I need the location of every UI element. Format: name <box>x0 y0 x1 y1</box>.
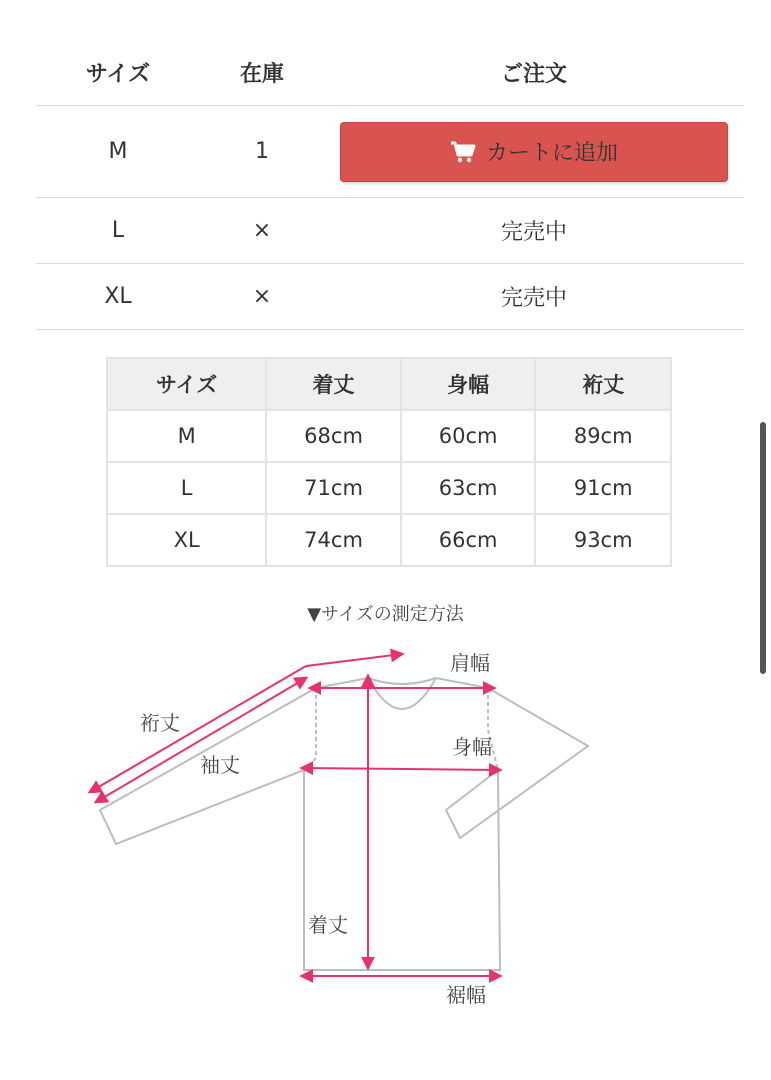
order-row-xl <box>36 264 744 330</box>
add-to-cart-label: カートに追加 <box>485 141 618 166</box>
yuki-line-top <box>306 654 402 666</box>
table-row <box>107 514 671 566</box>
size-chart-cell: M <box>107 410 266 462</box>
label-length: 着丈 <box>308 913 348 937</box>
order-row-m <box>36 106 744 198</box>
order-table-header <box>36 40 744 106</box>
table-row <box>107 462 671 514</box>
chest-line <box>302 768 500 770</box>
label-chest: 身幅 <box>452 735 492 759</box>
row-size: M <box>108 139 128 164</box>
size-chart-cell: 89cm <box>535 410 671 462</box>
label-shoulder: 肩幅 <box>450 651 490 675</box>
size-chart-cell: XL <box>107 514 266 566</box>
label-yuki: 裄丈 <box>140 711 180 735</box>
header-size: サイズ <box>85 62 151 87</box>
size-chart-cell: 91cm <box>535 462 671 514</box>
size-chart-cell: 74cm <box>266 514 401 566</box>
scrollbar[interactable] <box>760 422 766 674</box>
measurement-lines <box>90 654 500 976</box>
sold-out-status: 完売中 <box>500 286 567 311</box>
size-chart-cell: L <box>107 462 266 514</box>
size-chart-header: 身幅 <box>401 358 536 410</box>
header-order: ご注文 <box>500 62 567 87</box>
size-chart-header: 着丈 <box>266 358 401 410</box>
measurement-title: ▼サイズの測定方法 <box>307 604 464 625</box>
size-chart-cell: 63cm <box>401 462 536 514</box>
label-hem: 裾幅 <box>446 983 486 1007</box>
size-chart-header: サイズ <box>107 358 266 410</box>
header-stock: 在庫 <box>239 62 284 87</box>
size-chart-header-row <box>107 358 671 410</box>
size-chart-cell: 68cm <box>266 410 401 462</box>
order-table <box>36 40 744 330</box>
row-stock: × <box>252 284 272 309</box>
measurement-diagram <box>0 640 771 1020</box>
order-row-l <box>36 198 744 264</box>
yuki-line <box>90 666 306 792</box>
row-size: XL <box>104 284 132 309</box>
row-stock: × <box>252 218 272 243</box>
size-chart-cell: 71cm <box>266 462 401 514</box>
cart-icon <box>450 140 476 164</box>
table-row <box>107 410 671 462</box>
sold-out-status: 完売中 <box>500 220 567 245</box>
add-to-cart-button[interactable] <box>340 122 728 182</box>
row-size: L <box>111 218 125 243</box>
cart-cell <box>324 122 744 182</box>
size-chart-table <box>106 357 672 567</box>
size-chart-header: 裄丈 <box>535 358 671 410</box>
size-chart-cell: 66cm <box>401 514 536 566</box>
label-sleeve: 袖丈 <box>200 753 240 777</box>
row-stock: 1 <box>255 139 269 164</box>
size-chart-cell: 60cm <box>401 410 536 462</box>
size-chart-cell: 93cm <box>535 514 671 566</box>
sleeve-line <box>96 678 306 802</box>
